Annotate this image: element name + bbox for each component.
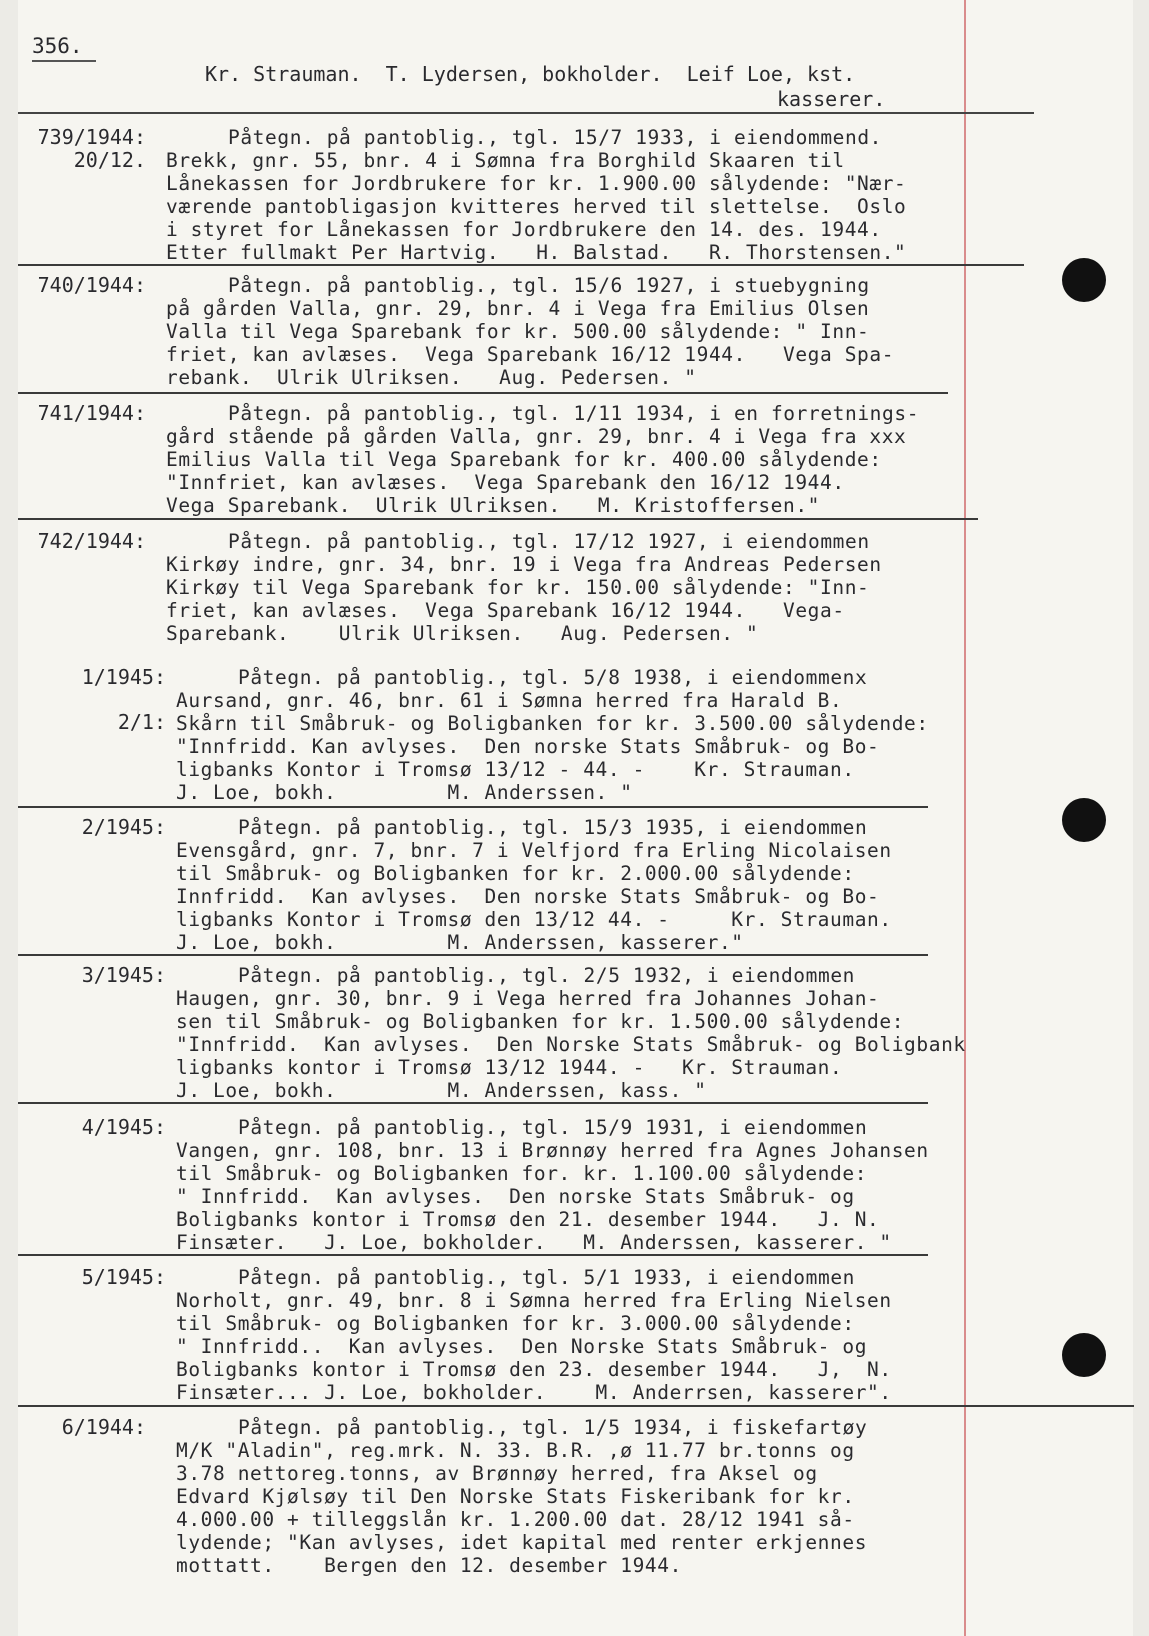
entry-line: Valla til Vega Sparebank for kr. 500.00 sålydende: " Inn- — [166, 320, 870, 343]
entry-line: J. Loe, bokh. M. Anderssen. " — [176, 781, 633, 804]
entry-line: ligbanks Kontor i Tromsø 13/12 - 44. - Kr. Strauman. — [176, 758, 855, 781]
entry-number-primary: 4/1945: — [81, 1115, 166, 1139]
entry-line: Finsæter. J. Loe, bokholder. M. Anderssen, kasserer. " — [176, 1231, 892, 1254]
entry-line: "Innfriet, kan avlæses. Vega Sparebank den 16/12 1944. — [166, 471, 845, 494]
entry-line: mottatt. Bergen den 12. desember 1944. — [176, 1554, 682, 1577]
entry-text — [176, 666, 929, 804]
entry-text — [166, 274, 894, 389]
entry-rule — [18, 1405, 1134, 1407]
entry-number-primary: 1/1945: — [81, 665, 166, 689]
entry-line: Norholt, gnr. 49, bnr. 8 i Sømna herred fra Erling Nielsen — [176, 1289, 892, 1312]
entry-line: friet, kan avlæses. Vega Sparebank 16/12 1944. Vega- — [166, 599, 845, 622]
entry-line: Lånekassen for Jordbrukere for kr. 1.900.00 sålydende: "Nær- — [166, 172, 907, 195]
entry-rule — [18, 1254, 928, 1256]
entry-number-primary: 6/1944: — [61, 1415, 146, 1439]
entry-line: på gården Valla, gnr. 29, bnr. 4 i Vega fra Emilius Olsen — [166, 297, 870, 320]
punch-hole-middle — [1062, 798, 1106, 842]
entry-line: Påtegn. på pantoblig., tgl. 15/7 1933, i eiendommend. — [228, 126, 883, 149]
entry-rule — [18, 1102, 928, 1104]
entry-rule — [18, 806, 928, 808]
entry-number — [48, 816, 166, 839]
entry-line: Påtegn. på pantoblig., tgl. 1/11 1934, i en forretnings- — [228, 402, 920, 425]
entry-text — [176, 1416, 867, 1577]
entry-line: friet, kan avlæses. Vega Sparebank 16/12 1944. Vega Spa- — [166, 343, 895, 366]
entry-line: gård stående på gården Valla, gnr. 29, bnr. 4 i Vega fra xxx — [166, 425, 907, 448]
entry-line: Påtegn. på pantoblig., tgl. 15/6 1927, i stuebygning — [228, 274, 870, 297]
entry-line: " Innfridd.. Kan avlyses. Den Norske Stats Småbruk- og — [176, 1335, 868, 1358]
entry-line: J. Loe, bokh. M. Anderssen, kasserer." — [176, 931, 744, 954]
entry-rule — [18, 264, 1024, 266]
entry-line: ligbanks kontor i Tromsø 13/12 1944. - Kr. Strauman. — [176, 1056, 843, 1079]
entry-number-primary: 742/1944: — [37, 529, 146, 553]
entry-line: 4.000.00 + tilleggslån kr. 1.200.00 dat. 28/12 1941 så- — [176, 1508, 855, 1531]
entry-line: Skårn til Småbruk- og Boligbanken for kr. 3.500.00 sålydende: — [176, 712, 929, 735]
entry-line: Brekk, gnr. 55, bnr. 4 i Sømna fra Borghild Skaaren til — [166, 149, 845, 172]
entry-line: "Innfridd. Kan avlyses. Den norske Stats Småbruk- og Bo- — [176, 735, 880, 758]
entry-number-primary: 3/1945: — [81, 963, 166, 987]
entry-line: Emilius Valla til Vega Sparebank for kr. 400.00 sålydende: — [166, 448, 882, 471]
entry-line: ligbanks Kontor i Tromsø den 13/12 44. - Kr. Strauman. — [176, 908, 892, 931]
entry-number — [28, 274, 146, 297]
entry-number-primary: 741/1944: — [37, 401, 146, 425]
entry-text — [176, 816, 892, 954]
entry-date: 20/12. — [73, 148, 146, 172]
entry-line: værende pantobligasjon kvitteres herved til slettelse. Oslo — [166, 195, 907, 218]
entry-line: Påtegn. på pantoblig., tgl. 5/1 1933, i eiendommen — [238, 1266, 855, 1289]
entry-number — [28, 530, 146, 553]
entry-line: 3.78 nettoreg.tonns, av Brønnøy herred, fra Aksel og — [176, 1462, 818, 1485]
entry-text — [176, 964, 966, 1102]
entry-line: Boligbanks kontor i Tromsø den 21. desember 1944. J. N. — [176, 1208, 880, 1231]
entry-number-primary: 740/1944: — [37, 273, 146, 297]
entry-number — [28, 126, 146, 172]
entry-line: Kirkøy indre, gnr. 34, bnr. 19 i Vega fra Andreas Pedersen — [166, 553, 882, 576]
entry-line: Påtegn. på pantoblig., tgl. 5/8 1938, i eiendommenx — [238, 666, 868, 689]
entry-line: Haugen, gnr. 30, bnr. 9 i Vega herred fra Johannes Johan- — [176, 987, 880, 1010]
header-rule — [18, 112, 1034, 114]
entry-line: J. Loe, bokh. M. Anderssen, kass. " — [176, 1079, 707, 1102]
entry-text — [176, 1116, 929, 1254]
page-number: 356. — [32, 34, 96, 62]
entry-line: Sparebank. Ulrik Ulriksen. Aug. Pedersen. " — [166, 622, 759, 645]
entry-number — [48, 666, 166, 734]
entry-number — [28, 1416, 146, 1439]
entry-number-primary: 739/1944: — [37, 125, 146, 149]
punch-hole-top — [1062, 258, 1106, 302]
entry-line: til Småbruk- og Boligbanken for kr. 2.000.00 sålydende: — [176, 862, 855, 885]
entry-text — [176, 1266, 892, 1404]
entry-line: Vega Sparebank. Ulrik Ulriksen. M. Kristoffersen." — [166, 494, 821, 517]
entry-number — [48, 1266, 166, 1289]
punch-hole-bottom — [1062, 1333, 1106, 1377]
entry-line: Aursand, gnr. 46, bnr. 61 i Sømna herred fra Harald B. — [176, 689, 843, 712]
entry-line: rebank. Ulrik Ulriksen. Aug. Pedersen. " — [166, 366, 697, 389]
entry-line: Påtegn. på pantoblig., tgl. 17/12 1927, i eiendommen — [228, 530, 870, 553]
entry-text — [166, 402, 919, 517]
header-line-2: kasserer. — [777, 87, 886, 111]
entry-line: Evensgård, gnr. 7, bnr. 7 i Velfjord fra Erling Nicolaisen — [176, 839, 892, 862]
entry-line: Vangen, gnr. 108, bnr. 13 i Brønnøy herred fra Agnes Johansen — [176, 1139, 929, 1162]
entry-line: til Småbruk- og Boligbanken for kr. 3.000.00 sålydende: — [176, 1312, 855, 1335]
entry-line: lydende; "Kan avlyses, idet kapital med renter erkjennes — [176, 1531, 868, 1554]
margin-line — [964, 0, 966, 1636]
entry-line: Boligbanks kontor i Tromsø den 23. desember 1944. J, N. — [176, 1358, 892, 1381]
entry-line: " Innfridd. Kan avlyses. Den norske Stats Småbruk- og — [176, 1185, 855, 1208]
entry-line: Finsæter... J. Loe, bokholder. M. Anderrsen, kasserer". — [176, 1381, 892, 1404]
entry-date: 2/1: — [117, 710, 166, 734]
entry-line: M/K "Aladin", reg.mrk. N. 33. B.R. ,ø 11.77 br.tonns og — [176, 1439, 855, 1462]
entry-line: i styret for Lånekassen for Jordbrukere den 14. des. 1944. — [166, 218, 882, 241]
entry-number — [28, 402, 146, 425]
entry-number-primary: 2/1945: — [81, 815, 166, 839]
entry-line: Påtegn. på pantoblig., tgl. 15/9 1931, i eiendommen — [238, 1116, 868, 1139]
entry-line: Påtegn. på pantoblig., tgl. 1/5 1934, i fiskefartøy — [238, 1416, 868, 1439]
entry-line: Edvard Kjølsøy til Den Norske Stats Fiskeribank for kr. — [176, 1485, 855, 1508]
entry-rule — [18, 392, 948, 394]
entry-line: Påtegn. på pantoblig., tgl. 2/5 1932, i eiendommen — [238, 964, 855, 987]
entry-number-primary: 5/1945: — [81, 1265, 166, 1289]
entry-rule — [18, 954, 928, 956]
entry-rule — [18, 518, 978, 520]
entry-number — [48, 964, 166, 987]
entry-text — [166, 530, 882, 645]
entry-number — [48, 1116, 166, 1139]
entry-line: Kirkøy til Vega Sparebank for kr. 150.00 sålydende: "Inn- — [166, 576, 870, 599]
page-header — [205, 62, 885, 112]
entry-text — [166, 126, 906, 264]
entry-line: sen til Småbruk- og Boligbanken for kr. 1.500.00 sålydende: — [176, 1010, 905, 1033]
entry-line: Innfridd. Kan avlyses. Den norske Stats Småbruk- og Bo- — [176, 885, 880, 908]
entry-line: Påtegn. på pantoblig., tgl. 15/3 1935, i eiendommen — [238, 816, 868, 839]
entry-line: "Innfridd. Kan avlyses. Den Norske Stats Småbruk- og Boligbank — [176, 1033, 966, 1056]
entry-line: til Småbruk- og Boligbanken for. kr. 1.100.00 sålydende: — [176, 1162, 868, 1185]
header-line-1: Kr. Strauman. T. Lydersen, bokholder. Leif Loe, kst. — [205, 62, 856, 86]
entry-line: Etter fullmakt Per Hartvig. H. Balstad. R. Thorstensen." — [166, 241, 907, 264]
